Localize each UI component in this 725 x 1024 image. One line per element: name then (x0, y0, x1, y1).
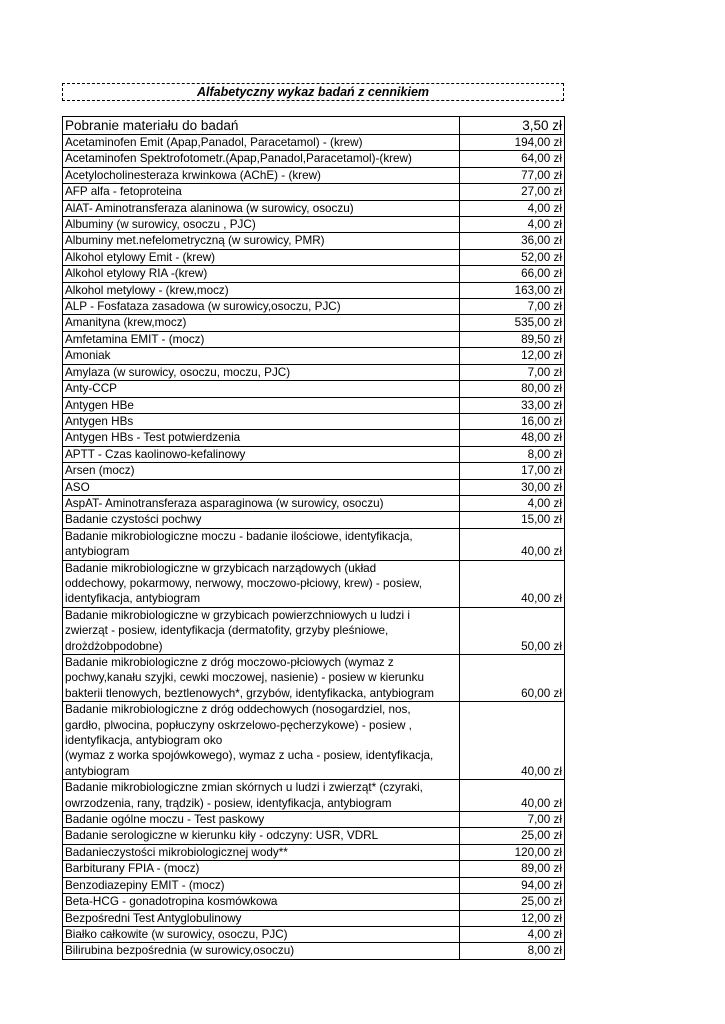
table-row (63, 430, 565, 446)
price-cell: 89,50 zł (460, 331, 565, 347)
table-row (63, 926, 565, 942)
price-cell: 7,00 zł (460, 364, 565, 380)
test-name-cell: Arsen (mocz) (63, 463, 460, 479)
test-name-cell: Badanie czystości pochwy (63, 512, 460, 528)
test-name-cell: Bilirubina bezpośrednia (w surowicy,osoczu) (63, 943, 460, 959)
table-row (63, 512, 565, 528)
test-name-cell: Antygen HBs (63, 413, 460, 429)
table-row (63, 217, 565, 233)
test-name-cell: Amylaza (w surowicy, osoczu, moczu, PJC) (63, 364, 460, 380)
price-cell: 4,00 zł (460, 200, 565, 216)
test-name-cell: Badanie mikrobiologiczne z dróg oddechowych (nosogardziel, nos, gardło, plwocina, popłuczyny oskrzelowo-pęcherzykowe) - posiew , identyfikacja, antybiogram oko (wymaz z worka spojówkowego), wymaz z ucha - posiew, identyfikacja, antybiogram (63, 702, 460, 780)
test-name-cell: Albuminy met.nefelometryczną (w surowicy, PMR) (63, 233, 460, 249)
table-row (63, 151, 565, 167)
table-row (63, 381, 565, 397)
table-row (63, 299, 565, 315)
table-row (63, 780, 565, 812)
test-name-cell: Badanie ogólne moczu - Test paskowy (63, 812, 460, 828)
price-cell: 8,00 zł (460, 446, 565, 462)
table-row (63, 607, 565, 654)
table-row (63, 844, 565, 860)
table-row (63, 910, 565, 926)
test-name-cell: Antygen HBs - Test potwierdzenia (63, 430, 460, 446)
price-cell: 120,00 zł (460, 844, 565, 860)
table-row (63, 861, 565, 877)
price-cell: 3,50 zł (460, 117, 565, 135)
test-name-cell: Antygen HBe (63, 397, 460, 413)
price-cell: 27,00 zł (460, 184, 565, 200)
table-row (63, 315, 565, 331)
test-name-cell: Badanie mikrobiologiczne w grzybicach narządowych (układ oddechowy, pokarmowy, nerwowy, moczowo-płciowy, krew) - posiew, identyfikacja, antybiogram (63, 560, 460, 607)
table-row (63, 233, 565, 249)
price-cell: 30,00 zł (460, 479, 565, 495)
test-name-cell: Acetylocholinesteraza krwinkowa (AChE) - (krew) (63, 167, 460, 183)
table-row (63, 943, 565, 959)
price-cell: 7,00 zł (460, 812, 565, 828)
test-name-cell: AlAT- Aminotransferaza alaninowa (w surowicy, osoczu) (63, 200, 460, 216)
test-name-cell: Alkohol etylowy Emit - (krew) (63, 249, 460, 265)
price-cell: 25,00 zł (460, 894, 565, 910)
table-row (63, 282, 565, 298)
test-name-cell: Benzodiazepiny EMIT - (mocz) (63, 877, 460, 893)
test-name-cell: Anty-CCP (63, 381, 460, 397)
price-cell: 52,00 zł (460, 249, 565, 265)
price-cell: 66,00 zł (460, 266, 565, 282)
price-list-table (62, 116, 565, 960)
test-name-cell: Badanie mikrobiologiczne moczu - badanie ilościowe, identyfikacja, antybiogram (63, 528, 460, 560)
test-name-cell: Beta-HCG - gonadotropina kosmówkowa (63, 894, 460, 910)
price-cell: 12,00 zł (460, 910, 565, 926)
price-cell: 4,00 zł (460, 926, 565, 942)
test-name-cell: Badanieczystości mikrobiologicznej wody** (63, 844, 460, 860)
test-name-cell: Alkohol etylowy RIA -(krew) (63, 266, 460, 282)
price-cell: 7,00 zł (460, 299, 565, 315)
price-cell: 4,00 zł (460, 495, 565, 511)
price-cell: 535,00 zł (460, 315, 565, 331)
table-row (63, 331, 565, 347)
price-cell: 25,00 zł (460, 828, 565, 844)
test-name-cell: AspAT- Aminotransferaza asparaginowa (w surowicy, osoczu) (63, 495, 460, 511)
price-cell: 12,00 zł (460, 348, 565, 364)
price-cell: 163,00 zł (460, 282, 565, 298)
price-cell: 89,00 zł (460, 861, 565, 877)
test-name-cell: Acetaminofen Emit (Apap,Panadol, Paracetamol) - (krew) (63, 135, 460, 151)
test-name-cell: AFP alfa - fetoproteina (63, 184, 460, 200)
price-cell: 64,00 zł (460, 151, 565, 167)
price-cell: 40,00 zł (460, 560, 565, 607)
price-cell: 40,00 zł (460, 702, 565, 780)
table-row (63, 812, 565, 828)
test-name-cell: Barbiturany FPIA - (mocz) (63, 861, 460, 877)
table-row (63, 446, 565, 462)
test-name-cell: Albuminy (w surowicy, osoczu , PJC) (63, 217, 460, 233)
table-row (63, 560, 565, 607)
test-name-cell: Amfetamina EMIT - (mocz) (63, 331, 460, 347)
price-cell: 16,00 zł (460, 413, 565, 429)
table-row (63, 655, 565, 702)
price-cell: 33,00 zł (460, 397, 565, 413)
table-row (63, 184, 565, 200)
price-cell: 40,00 zł (460, 780, 565, 812)
test-name-cell: Badanie mikrobiologiczne w grzybicach powierzchniowych u ludzi i zwierząt - posiew, identyfikacja (dermatofity, grzyby pleśniowe, drożdżobpodobne) (63, 607, 460, 654)
price-cell: 15,00 zł (460, 512, 565, 528)
test-name-cell: Acetaminofen Spektrofotometr.(Apap,Panadol,Paracetamol)-(krew) (63, 151, 460, 167)
price-cell: 60,00 zł (460, 655, 565, 702)
table-row (63, 397, 565, 413)
table-row (63, 135, 565, 151)
price-cell: 8,00 zł (460, 943, 565, 959)
test-name-cell: Amanityna (krew,mocz) (63, 315, 460, 331)
table-row (63, 528, 565, 560)
price-cell: 194,00 zł (460, 135, 565, 151)
test-name-cell: Bezpośredni Test Antyglobulinowy (63, 910, 460, 926)
table-row (63, 348, 565, 364)
table-row (63, 117, 565, 135)
document-title: Alfabetyczny wykaz badań z cennikiem (62, 83, 564, 101)
table-row (63, 364, 565, 380)
test-name-cell: ALP - Fosfataza zasadowa (w surowicy,osoczu, PJC) (63, 299, 460, 315)
table-row (63, 167, 565, 183)
table-row (63, 702, 565, 780)
price-cell: 77,00 zł (460, 167, 565, 183)
table-row (63, 495, 565, 511)
test-name-cell: Badanie serologiczne w kierunku kiły - odczyny: USR, VDRL (63, 828, 460, 844)
price-cell: 50,00 zł (460, 607, 565, 654)
price-cell: 17,00 zł (460, 463, 565, 479)
table-row (63, 266, 565, 282)
price-list-body (63, 117, 565, 960)
table-row (63, 200, 565, 216)
test-name-cell: Amoniak (63, 348, 460, 364)
table-row (63, 463, 565, 479)
test-name-cell: Badanie mikrobiologiczne zmian skórnych u ludzi i zwierząt* (czyraki, owrzodzenia, rany, trądzik) - posiew, identyfikacja, antybiogram (63, 780, 460, 812)
price-cell: 40,00 zł (460, 528, 565, 560)
test-name-cell: ASO (63, 479, 460, 495)
table-row (63, 479, 565, 495)
test-name-cell: Alkohol metylowy - (krew,mocz) (63, 282, 460, 298)
price-cell: 80,00 zł (460, 381, 565, 397)
table-row (63, 894, 565, 910)
table-row (63, 877, 565, 893)
test-name-cell: APTT - Czas kaolinowo-kefalinowy (63, 446, 460, 462)
price-cell: 4,00 zł (460, 217, 565, 233)
price-cell: 36,00 zł (460, 233, 565, 249)
price-cell: 94,00 zł (460, 877, 565, 893)
price-cell: 48,00 zł (460, 430, 565, 446)
table-row (63, 828, 565, 844)
test-name-cell: Białko całkowite (w surowicy, osoczu, PJC) (63, 926, 460, 942)
table-row (63, 249, 565, 265)
test-name-cell: Badanie mikrobiologiczne z dróg moczowo-płciowych (wymaz z pochwy,kanału szyjki, cewki moczowej, nasienie) - posiew w kierunku bakterii tlenowych, beztlenowych*, grzybów, identyfikacka, antybiogram (63, 655, 460, 702)
table-row (63, 413, 565, 429)
test-name-cell: Pobranie materiału do badań (63, 117, 460, 135)
